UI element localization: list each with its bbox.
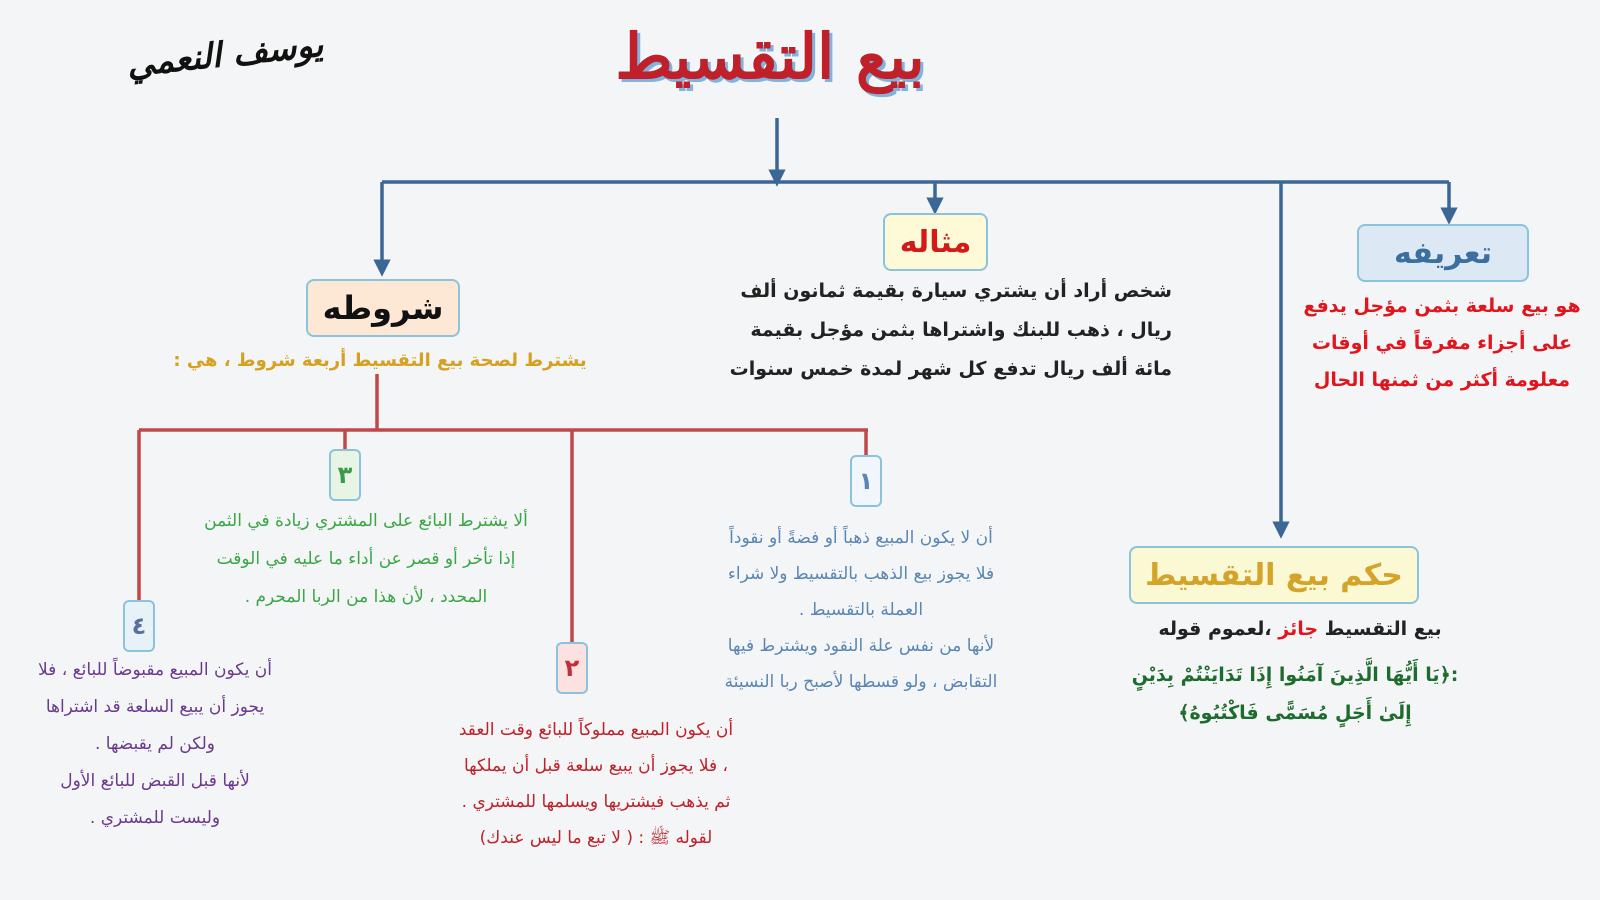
condition-2-text [420,712,772,856]
condition-1-number: ١ [850,455,882,507]
condition-line: ، فلا يجوز أن يبيع سلعة قبل أن يملكها [463,756,729,776]
condition-2-number: ٢ [556,642,588,694]
example-line: مائة ألف ريال تدفع كل شهر لمدة خمس سنوات [729,358,1172,380]
example-text [712,272,1172,389]
condition-4-text [5,652,305,837]
condition-3-number: ٣ [329,449,361,501]
condition-1-text [680,520,1042,700]
condition-3-text [180,502,552,616]
ruling-prefix: بيع التقسيط [1324,618,1442,640]
condition-4-number: ٤ [123,600,155,652]
conditions-intro: يشترط لصحة بيع التقسيط أربعة شروط ، هي : [173,350,587,371]
condition-line: ولكن لم يقبضها . [94,734,216,754]
definition-line: هو بيع سلعة بثمن مؤجل يدفع [1303,295,1581,317]
condition-line: أن لا يكون المبيع ذهباً أو فضةً أو نقوداً [729,528,993,548]
condition-line: وليست للمشتري . [89,808,221,828]
conditions-header: شروطه [306,279,460,337]
condition-line: أن يكون المبيع مقبوضاً للبائع ، فلا [38,660,272,680]
ruling-suffix: ،لعموم قوله [1158,618,1272,640]
example-line: شخص أراد أن يشتري سيارة بقيمة ثمانون ألف [740,280,1172,302]
condition-line: لقوله ﷺ : ( لا تبع ما ليس عندك) [479,828,713,848]
condition-line: المحدد ، لأن هذا من الربا المحرم . [244,587,488,607]
condition-line: فلا يجوز بيع الذهب بالتقسيط ولا شراء [727,564,995,584]
condition-line: لأنها من نفس علة النقود ويشترط فيها [727,636,995,656]
definition-line: على أجزاء مفرقاً في أوقات [1311,332,1573,354]
condition-line: إذا تأخر أو قصر عن أداء ما عليه في الوقت [216,549,516,569]
ruling-header: حكم بيع التقسيط [1129,546,1419,604]
ruling-verse [1100,656,1490,732]
verse-line: إِلَىٰ أَجَلٍ مُسَمًّى فَاكْتُبُوهُ﴾ [1178,702,1412,724]
condition-line: ألا يشترط البائع على المشتري زيادة في الثمن [204,511,528,531]
condition-line: لأنها قبل القبض للبائع الأول [60,771,250,791]
example-header: مثاله [883,213,988,271]
definition-text [1292,288,1592,399]
definition-header: تعريفه [1357,224,1529,282]
verse-line: :﴿يَا أَيُّهَا الَّذِينَ آمَنُوا إِذَا تَدَايَنْتُمْ بِدَيْنٍ [1131,664,1459,686]
condition-line: أن يكون المبيع مملوكاً للبائع وقت العقد [458,720,734,740]
condition-line: العملة بالتقسيط . [798,600,924,620]
ruling-value: جائز [1278,618,1319,640]
ruling-statement [1110,618,1490,640]
author-signature: يوسف النعمي [124,24,326,86]
page-title: بيع التقسيط [615,20,925,93]
condition-line: يجوز أن يبيع السلعة قد اشتراها [45,697,265,717]
example-line: ريال ، ذهب للبنك واشتراها بثمن مؤجل بقيمة [750,319,1172,341]
definition-line: معلومة أكثر من ثمنها الحال [1313,369,1571,391]
condition-line: ثم يذهب فيشتريها ويسلمها للمشتري . [461,792,731,812]
condition-line: التقابض ، ولو قسطها لأصبح ربا النسيئة [724,672,998,692]
